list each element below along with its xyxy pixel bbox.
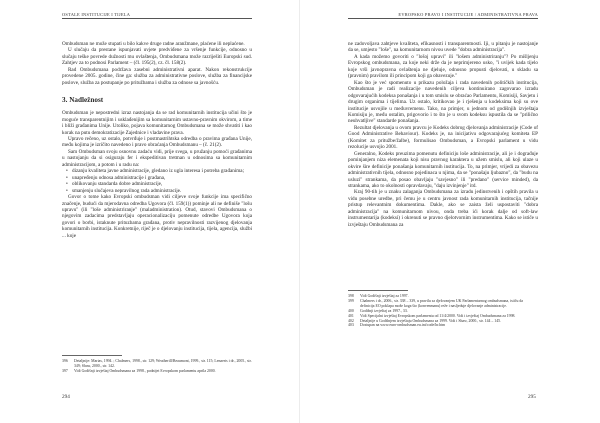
footnote-text: Detaljnije: Marias, 1994. ; Chalmers, 1998., str. 129; Weatherill/Beaumont, 1999., str. 115; Lenaerts i dr., 2005., str. 349; Shaw, 2000., str. 142. [74, 359, 252, 368]
paragraph: Ombudsman je nepostredni izraz nastojanja da se rad komunitarnih institucija učini što je moguće transparentnijim i usklađenijim sa komunitarnim ustavno-pravnim okvirom, a time i bliži građanima Unije. Utoliko, pojava komunitarnog Ombudsmana se može shvatiti i kao korak na putu demokratizacije Zajednice i vladavine prava. [62, 110, 252, 136]
footnote [348, 323, 538, 328]
footnotes-right [348, 290, 538, 328]
footnote-text: Detaljnije u Godišnjem izvještaju Ombudsmana za 1999. Vidi i Shaw, 2000., str. 144 – 145. [360, 318, 502, 323]
footnote-text: Godišnji izvještaj za 1997., 33. [360, 308, 408, 313]
footnote-text: Chalmers i dr., 2006., str. 338 – 339, u pravilu sa djelovanjem UK Parlamentarnog ombudsmana, ističu da definicija EO poklapa može koga što (konvenmanu) reže i nasljeduje djelovanje administracije. [360, 298, 524, 308]
paragraph: U slučaju da prestane ispunjavati uvjete predviđene za vršenje funkcije, odnosno u slučaju teške povrede dužnosti mu ovlaštenja, Ombudsmana može razriješiti Europski sud. Zahtjev za to podnosi Parlament – (čl. 195(2), cz. čl. 158(2). [62, 47, 252, 67]
footnote [348, 299, 538, 309]
paragraph: Upravo rečeno, uz ostalo, potvrđuje i postmastrihtska odredba o pravima građana Unije, među kojima je izričito navedeno i pravo obraćanja Ombudsmanu – (č. 21(2). [62, 135, 252, 149]
paragraph: Ombudsman ne može stupati u bilo kakve druge radne aranžmane, plaćene ili neplaćene. [62, 41, 245, 47]
paragraph: A kada možemo govoriti o "lošoj upravi" ili "lošem administriranju"? Po mišljenju Evropskog ombudsmana, za koje neki drže da je neprimjereno usko, "i uvijek kada tijelo koje vrši javnopravna ovlaštenja ne djeluje, odnosno propusti djelovati, u skladu sa (pravnim) pravilom ili principom koji ga obavezuje." [348, 53, 538, 80]
footnote-number: 398 [348, 294, 354, 298]
right-page [300, 0, 600, 423]
header-rule-right [348, 18, 538, 19]
paragraph: Govor o tome kako Evropski ombudsman vidi ciljeve svoje funkcije ima specifično značenje, budući da mjerodavna odredba Ugovora (čl. 159(1)) pominje ali ne definiše "lošu upravu" (ili "loše administriranje" (maladministration). Otud, stavovi Ombudsmana o njegovim zadacima predstavljaju operacionalizaciju pomenute odredbe Ugovora koja govori o borbi, istaknute prituzbama građana, protiv nepravilnosti razvijenog djelovanja komunitarnih institucija. Konkretnije, riječ je o djelovanju institucija, tijela, agencija, službi ... koje [62, 194, 252, 239]
paragraph: ne zadovoljava zahtjeve kvaliteta, efikasnosti i transparentnosti. Iji, u pitanju je nastojanje da se, umjesto "loše", na komunitarnom nivou uvede "dobra administracija". [348, 41, 538, 54]
list-item: • smanjenju slučajeva nepravilnog rada administracije. [72, 188, 252, 194]
footnote-number: 396 [62, 359, 68, 363]
header-rule-left [62, 18, 252, 19]
list-item: • oblikovanju standarda dobre administracije, [72, 181, 252, 187]
paragraph: Kraj 90-tih je u znaku zalaganja Ombudsmana za izradu jedinstvenih i opštih pravila u vidu posebne uredbe, pri čemu je u centru javnost rada komunitarnih institucija, tačnije pristup relevantnim dokumentima. Dakle, ako se zaista želi uspostaviti "dobra administracija" na komunitarnom nivou, onda treba ići korak dalje od soft-law instrumentarija (kodeksi) i okrenuti se pravno djelotvornim instrumentima. Kako se ističe u izvještaju Ombudsmana za [348, 189, 538, 228]
running-header-left: OSTALE INSTITUCIJE I TIJELA [62, 12, 131, 17]
page-number-left: 294 [62, 394, 70, 400]
paragraph: Generalno, Kodeks preuzima pomenutu definiciju loše administracije, ali je i dograđuje pominjanjem niza elemenata koji nisu pravnog karaktera u užem smislu, ali koji ulaze u okvire šire definicije ponašanja komunitarnih institucija. To, na primjer, vrijedi za obavezu administrativnih tijela, odnosno pojedinaca u njima, da se "ponašaju ljubazno", da "budu na usluzi" strankama, da posao obavljaju "savjesno" ili "predano" (service minded), da strankama, ako to okolnosti opravdavaju, "daju izvinjenje" itd. [348, 150, 538, 189]
footnote-number: 397 [62, 368, 68, 373]
footnote-text: Dostupan na www.euro-ombudsman.eu.int/code/hr.htm [360, 323, 446, 328]
footnote-text: Vidi Godišnji izvještaj za 1997. [360, 294, 409, 298]
footnote-rule [62, 355, 122, 356]
footnote-number: 400 [348, 308, 354, 313]
footnote-number: 401 [348, 313, 354, 318]
left-page-body [62, 41, 252, 239]
footnote-number: 403 [348, 323, 354, 328]
paragraph: Kao što je već spomenuto u prikazu položaja i rada navedenih političkih institucija, Ombudsman je radi realizacije navedenih ciljeva kontinuirano zagovarao izradu odgovarajućih kodeksa ponašanja i u tom smislu se obraćao Parlamentu, Komisiji, Savjetu i drugim organima i tijelima. Uz ostalo, kritikovao je i rješenja u kodeksima koji su ove institucije usvojile u međuvremenu. Tako, na primjer, u jednom od godišnjih izvještaja Komisiju je, među ostalim, prigovorio i to što je u svom kodeksu ispustila da se "prilično neuhvatljive" standarde ponašanja. [348, 79, 538, 125]
footnote-rule [348, 290, 408, 291]
footnote-number: 399 [348, 298, 354, 303]
bullet-list [62, 168, 252, 194]
footnote [62, 369, 252, 374]
footnote-number: 402 [348, 318, 354, 323]
paragraph: Rezultat djelovanja u ovom pravcu je Kodeks dobrog djelovanja administracije (Code of Good Administrative Behaviour). Kodeks je, na inicijativu odgovarajućeg komiteta EP (Komitet za pritužbe/žalbe), formulisao Ombudsman, a Evropski parlament u vidu rezolucije usvojio 2001. [348, 124, 538, 151]
footnote-text: Vidi Specijalni izvještaj Evropskom parlamentu od 11/4/2000. Vidi i izvještaj Ombudsmana za 1998. [360, 313, 516, 318]
footnote [62, 359, 252, 369]
running-header-right: EVROPSKO PRAVO I INSTITUCIJE / ADMINISTRATIVNA PRAVA [398, 12, 538, 17]
page-number-right: 295 [528, 394, 536, 400]
list-item: • unapređenju odnosa administracije i građana, [72, 175, 252, 181]
list-item: • dizanju kvaliteta javne administracije, gledano iz ugla interesa i potreba građanima; [72, 168, 252, 174]
section-heading: 3. Nadležnost [62, 96, 104, 105]
footnotes-left [62, 355, 252, 374]
footnote-text: Vidi Godišnji izvještaj Ombudsmana za 1998., podnijet Evropskom parlamentu aprila 2000. [74, 368, 216, 373]
paragraph: Rad Ombudsmana podržava zasebni administrativni aparat. Nakon rekonstrukcije provedene 2005. godine, čine ga: služba za administrativne poslove, služba za financijske poslove, služba za postupanje po pritužbama i služba za odnose sa javnošću. [62, 66, 252, 86]
right-page-body [348, 41, 538, 228]
paragraph: Sam Ombudsman svoju osnovnu zadaću vidi, prije svega, u pružanju pomoći građanima u nastojanju da si osiguraju fer i ekspeditivan tretman u odnosima sa komunitarnim administracijom, a potom i u radu na: [62, 148, 252, 168]
